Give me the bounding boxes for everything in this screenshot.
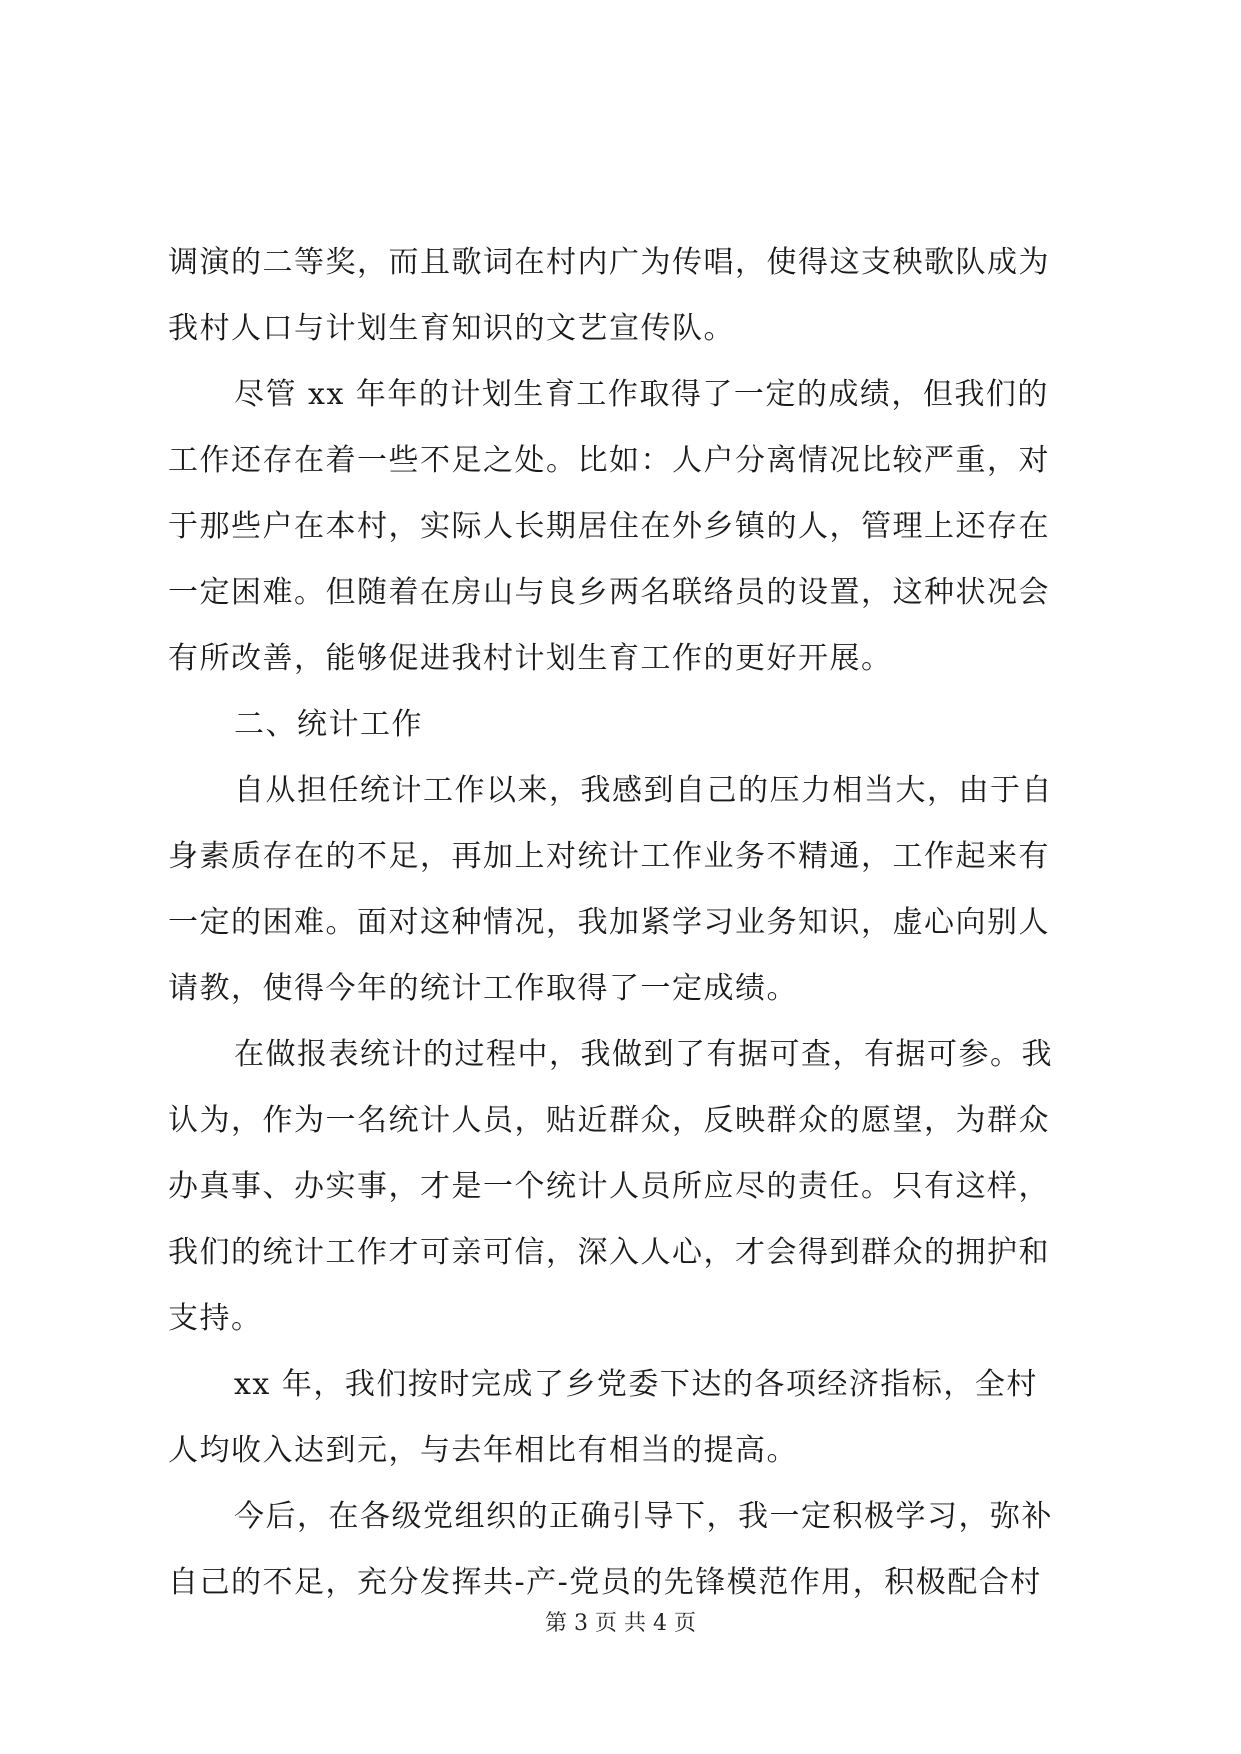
text-line: 今后，在各级党组织的正确引导下，我一定积极学习，弥补 (234, 1499, 1053, 1534)
text-line: 于那些户在本村，实际人长期居住在外乡镇的人，管理上还存在 (168, 509, 1050, 544)
text-line: 办真事、办实事，才是一个统计人员所应尽的责任。只有这样， (168, 1169, 1050, 1204)
text-line: 自从担任统计工作以来，我感到自己的压力相当大，由于自 (234, 773, 1053, 808)
text-line: 二、统计工作 (234, 707, 423, 742)
text-line: 认为，作为一名统计人员，贴近群众，反映群众的愿望，为群众 (168, 1103, 1050, 1138)
page-footer: 第 3 页 共 4 页 (545, 1611, 696, 1636)
text-line: 我村人口与计划生育知识的文艺宣传队。 (168, 311, 735, 346)
text-line: 人均收入达到元，与去年相比有相当的提高。 (168, 1433, 798, 1468)
text-line: 身素质存在的不足，再加上对统计工作业务不精通，工作起来有 (168, 839, 1050, 874)
text-line: 请教，使得今年的统计工作取得了一定成绩。 (168, 971, 798, 1006)
text-line: 有所改善，能够促进我村计划生育工作的更好开展。 (168, 641, 893, 676)
text-line: 支持。 (168, 1301, 263, 1336)
text-line: 工作还存在着一些不足之处。比如：人户分离情况比较严重，对 (168, 443, 1050, 478)
document-body (168, 230, 1088, 1616)
text-line: 一定困难。但随着在房山与良乡两名联络员的设置，这种状况会 (168, 575, 1050, 610)
text-line: 自己的不足，充分发挥共-产-党员的先锋模范作用，积极配合村 (168, 1565, 1042, 1600)
text-line: 在做报表统计的过程中，我做到了有据可查，有据可参。我 (234, 1037, 1053, 1072)
text-line: 一定的困难。面对这种情况，我加紧学习业务知识，虚心向别人 (168, 905, 1050, 940)
text-line: 尽管 xx 年年的计划生育工作取得了一定的成绩，但我们的 (234, 377, 1049, 412)
text-line: 调演的二等奖，而且歌词在村内广为传唱，使得这支秧歌队成为 (168, 245, 1050, 280)
text-line: xx 年，我们按时完成了乡党委下达的各项经济指标，全村 (234, 1367, 1038, 1402)
text-line: 我们的统计工作才可亲可信，深入人心，才会得到群众的拥护和 (168, 1235, 1050, 1270)
